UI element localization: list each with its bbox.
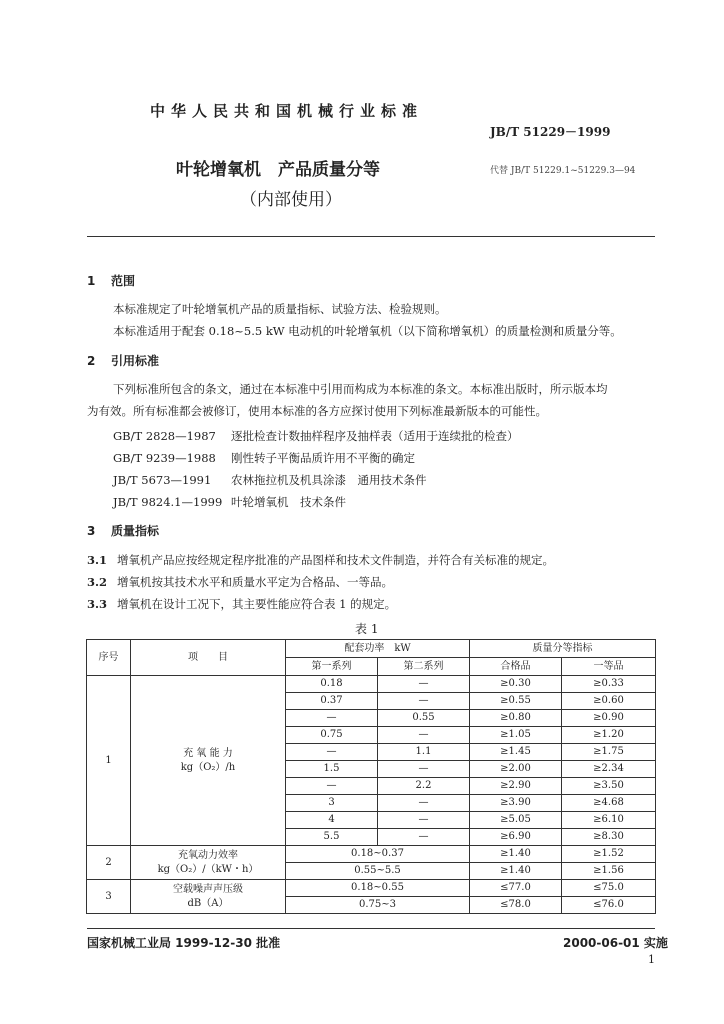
reference-item bbox=[113, 428, 519, 444]
cell: ≥1.56 bbox=[562, 863, 656, 880]
section-number: 1 bbox=[87, 274, 96, 288]
cell: 1.1 bbox=[378, 744, 470, 761]
table-row bbox=[87, 676, 656, 693]
document-subtitle: （内部使用） bbox=[240, 190, 342, 210]
cell: 0.37 bbox=[286, 693, 378, 710]
cell: ≥3.50 bbox=[562, 778, 656, 795]
cell: ≥1.05 bbox=[470, 727, 562, 744]
table-header-row bbox=[87, 640, 656, 658]
cell: 2.2 bbox=[378, 778, 470, 795]
cell: ≥2.00 bbox=[470, 761, 562, 778]
cell: ≥1.20 bbox=[562, 727, 656, 744]
cell: 0.18~0.55 bbox=[286, 880, 470, 897]
cell: 0.18 bbox=[286, 676, 378, 693]
row-seq: 2 bbox=[87, 846, 131, 880]
effective-date: 2000-06-01 实施 bbox=[563, 936, 668, 950]
section-title: 范围 bbox=[111, 274, 136, 288]
cell: ≥5.05 bbox=[470, 812, 562, 829]
header-first-class: 一等品 bbox=[562, 658, 656, 676]
document-title: 叶轮增氧机 产品质量分等 bbox=[176, 160, 380, 180]
reference-title: 农林拖拉机及机具涂漆 通用技术条件 bbox=[231, 473, 427, 487]
paragraph-line: 为有效。所有标准都会被修订，使用本标准的各方应探讨使用下列标准最新版本的可能性。 bbox=[87, 404, 547, 418]
reference-title: 叶轮增氧机 技术条件 bbox=[231, 495, 346, 509]
reference-item bbox=[113, 450, 415, 466]
clause-number: 3.3 bbox=[87, 597, 108, 611]
header-series-1: 第一系列 bbox=[286, 658, 378, 676]
row-item bbox=[131, 880, 286, 914]
cell: — bbox=[378, 693, 470, 710]
cell: ≤77.0 bbox=[470, 880, 562, 897]
cell: ≥1.40 bbox=[470, 863, 562, 880]
reference-item bbox=[113, 494, 346, 510]
item-unit: kg（O₂）/（kW・h） bbox=[157, 863, 259, 875]
clause bbox=[87, 552, 554, 568]
cell: ≥4.68 bbox=[562, 795, 656, 812]
header-grade: 质量分等指标 bbox=[470, 640, 656, 658]
section-1-heading bbox=[87, 272, 135, 289]
cell: ≥8.30 bbox=[562, 829, 656, 846]
reference-title: 刚性转子平衡品质许用不平衡的确定 bbox=[231, 451, 415, 465]
cell: 3 bbox=[286, 795, 378, 812]
header-divider bbox=[87, 236, 655, 237]
cell: ≥2.90 bbox=[470, 778, 562, 795]
reference-code: GB/T 2828—1987 bbox=[113, 429, 216, 443]
cell: ≤76.0 bbox=[562, 897, 656, 914]
paragraph: 本标准规定了叶轮增氧机产品的质量指标、试验方法、检验规则。 bbox=[113, 302, 447, 316]
reference-code: JB/T 5673—1991 bbox=[113, 473, 212, 487]
page-number: 1 bbox=[648, 953, 655, 966]
paragraph: 本标准适用于配套 0.18~5.5 kW 电动机的叶轮增氧机（以下简称增氧机）的质量检测和质量分等。 bbox=[113, 324, 622, 338]
cell: ≥0.60 bbox=[562, 693, 656, 710]
section-title: 引用标准 bbox=[111, 354, 160, 368]
row-item bbox=[131, 846, 286, 880]
row-seq: 3 bbox=[87, 880, 131, 914]
section-title: 质量指标 bbox=[111, 524, 160, 538]
cell: ≥1.75 bbox=[562, 744, 656, 761]
header-qualified: 合格品 bbox=[470, 658, 562, 676]
cell: — bbox=[378, 829, 470, 846]
cell: 0.55 bbox=[378, 710, 470, 727]
cell: — bbox=[378, 812, 470, 829]
cell: 5.5 bbox=[286, 829, 378, 846]
paragraph-line: 下列标准所包含的条文，通过在本标准中引用而构成为本标准的条文。本标准出版时，所示版本均 bbox=[113, 382, 608, 396]
cell: ≥0.90 bbox=[562, 710, 656, 727]
cell: 4 bbox=[286, 812, 378, 829]
item-name: 空载噪声声压级 bbox=[173, 883, 243, 895]
cell: ≥0.55 bbox=[470, 693, 562, 710]
quality-index-table bbox=[86, 639, 656, 914]
cell: — bbox=[286, 778, 378, 795]
item-name: 充氧动力效率 bbox=[178, 849, 238, 861]
section-number: 3 bbox=[87, 524, 96, 538]
cell: — bbox=[286, 710, 378, 727]
clause bbox=[87, 596, 396, 612]
cell: — bbox=[378, 795, 470, 812]
header-seq: 序号 bbox=[87, 640, 131, 676]
cell: — bbox=[378, 676, 470, 693]
reference-title: 逐批检查计数抽样程序及抽样表（适用于连续批的检查） bbox=[231, 429, 519, 443]
section-2-heading bbox=[87, 352, 159, 369]
footer-divider bbox=[87, 928, 655, 929]
replaces-note: 代替 JB/T 51229.1~51229.3—94 bbox=[490, 166, 636, 176]
clause bbox=[87, 574, 393, 590]
cell: 0.75 bbox=[286, 727, 378, 744]
cell: 0.55~5.5 bbox=[286, 863, 470, 880]
cell: ≤78.0 bbox=[470, 897, 562, 914]
clause-text: 增氧机按其技术水平和质量水平定为合格品、一等品。 bbox=[117, 575, 393, 589]
clause-number: 3.1 bbox=[87, 553, 108, 567]
section-3-heading bbox=[87, 522, 159, 539]
table-caption: 表 1 bbox=[355, 622, 379, 636]
cell: ≥3.90 bbox=[470, 795, 562, 812]
reference-code: JB/T 9824.1—1999 bbox=[113, 495, 223, 509]
cell: ≥1.52 bbox=[562, 846, 656, 863]
item-unit: kg（O₂）/h bbox=[180, 761, 236, 773]
cell: — bbox=[378, 727, 470, 744]
row-seq: 1 bbox=[87, 676, 131, 846]
clause-text: 增氧机产品应按经规定程序批准的产品图样和技术文件制造，并符合有关标准的规定。 bbox=[117, 553, 554, 567]
item-name: 充 氧 能 力 bbox=[183, 747, 233, 759]
cell: ≥0.30 bbox=[470, 676, 562, 693]
cell: ≤75.0 bbox=[562, 880, 656, 897]
row-item bbox=[131, 676, 286, 846]
table-row bbox=[87, 846, 656, 863]
reference-item bbox=[113, 472, 427, 488]
section-number: 2 bbox=[87, 354, 96, 368]
clause-text: 增氧机在设计工况下，其主要性能应符合表 1 的规定。 bbox=[117, 597, 397, 611]
cell: ≥1.40 bbox=[470, 846, 562, 863]
header-power: 配套功率 kW bbox=[286, 640, 470, 658]
reference-code: GB/T 9239—1988 bbox=[113, 451, 216, 465]
cell: ≥6.10 bbox=[562, 812, 656, 829]
cell: ≥0.33 bbox=[562, 676, 656, 693]
cell: ≥0.80 bbox=[470, 710, 562, 727]
cell: 0.75~3 bbox=[286, 897, 470, 914]
header-item: 项 目 bbox=[131, 640, 286, 676]
cell: ≥2.34 bbox=[562, 761, 656, 778]
standard-code: JB/T 51229－1999 bbox=[490, 125, 611, 139]
cell: 1.5 bbox=[286, 761, 378, 778]
issuing-body: 中华人民共和国机械行业标准 bbox=[150, 102, 424, 120]
cell: ≥1.45 bbox=[470, 744, 562, 761]
table-row bbox=[87, 880, 656, 897]
approval-note: 国家机械工业局 1999-12-30 批准 bbox=[87, 936, 281, 950]
cell: — bbox=[286, 744, 378, 761]
header-series-2: 第二系列 bbox=[378, 658, 470, 676]
item-unit: dB（A） bbox=[187, 897, 229, 909]
cell: ≥6.90 bbox=[470, 829, 562, 846]
clause-number: 3.2 bbox=[87, 575, 108, 589]
cell: 0.18~0.37 bbox=[286, 846, 470, 863]
cell: — bbox=[378, 761, 470, 778]
